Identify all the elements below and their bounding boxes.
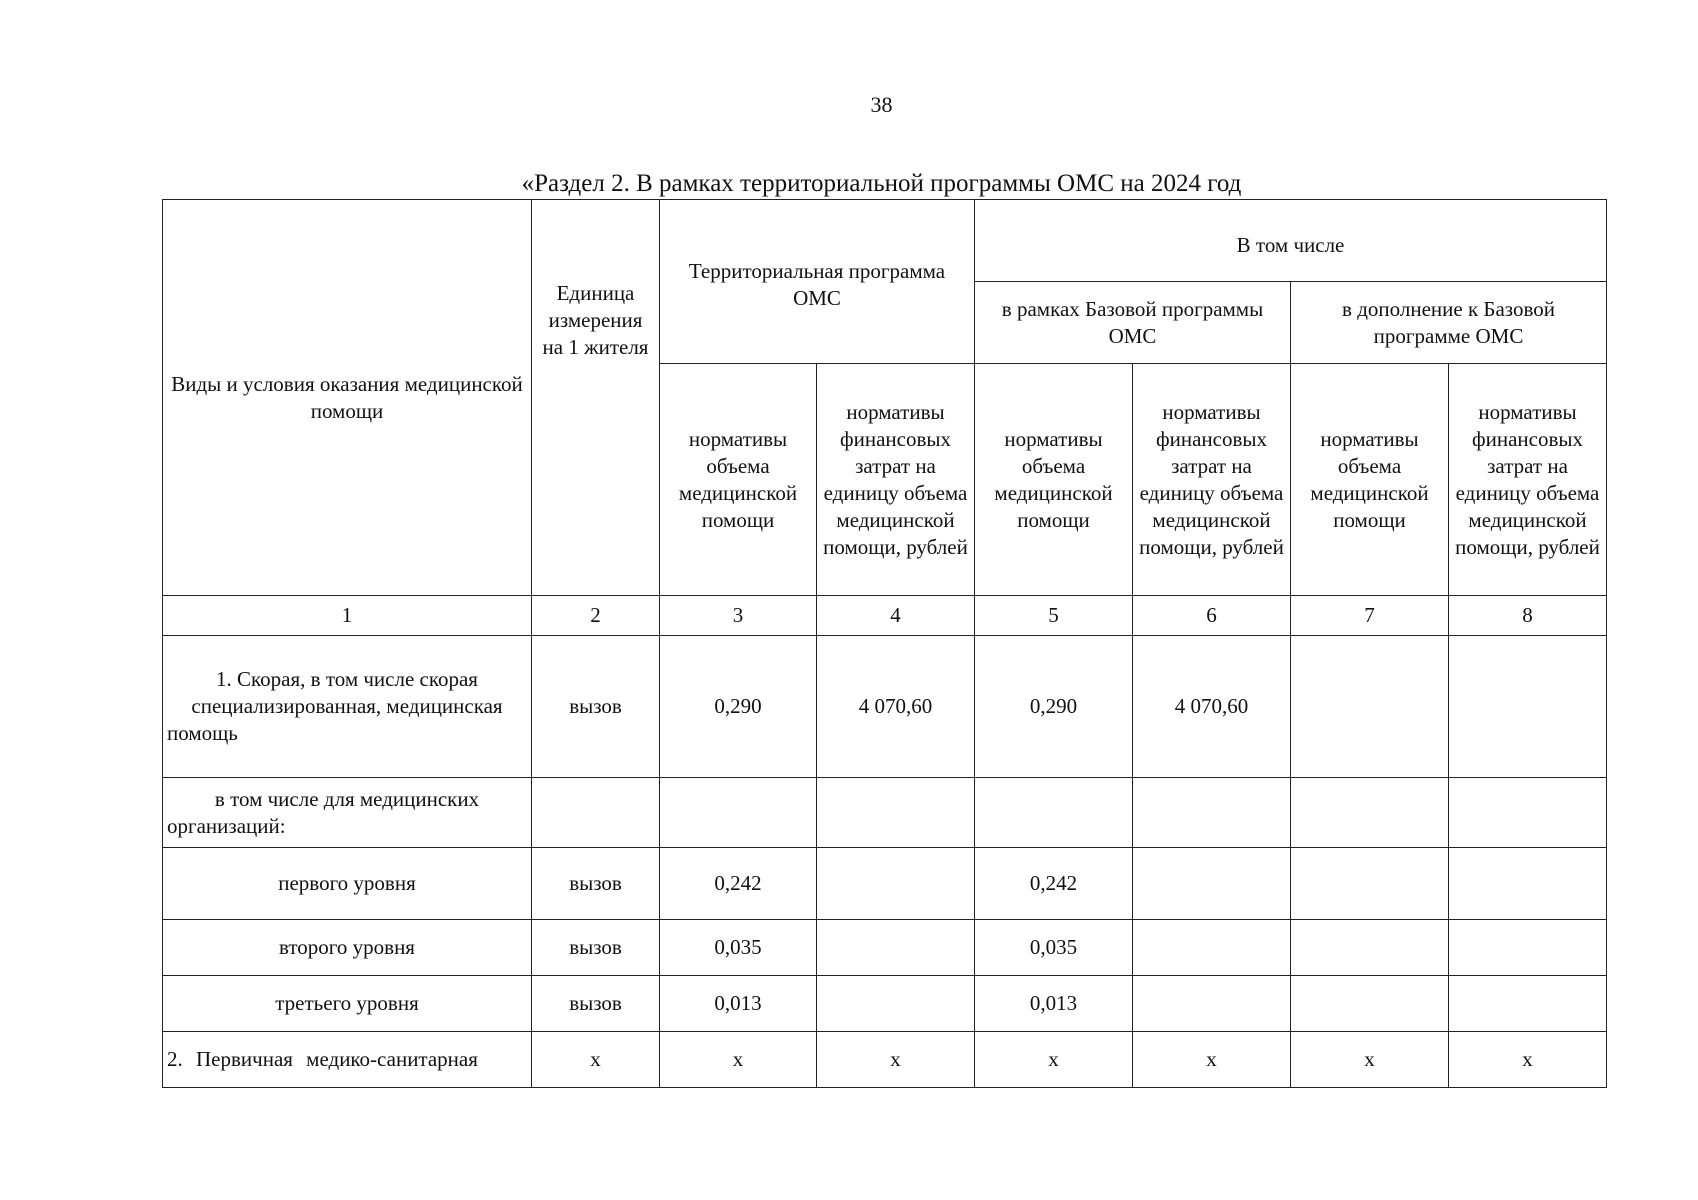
row-value (1449, 976, 1607, 1032)
row-value: 0,242 (975, 848, 1133, 920)
row-value: 4 070,60 (817, 636, 975, 778)
row-value: х (660, 1032, 817, 1088)
row-value: х (817, 1032, 975, 1088)
row-value: 0,035 (975, 920, 1133, 976)
row-unit: вызов (532, 976, 660, 1032)
row-value (817, 848, 975, 920)
row-unit: х (532, 1032, 660, 1088)
row-label: первого уровня (163, 848, 532, 920)
row-value: 0,242 (660, 848, 817, 920)
row-label: второго уровня (163, 920, 532, 976)
row-value: х (975, 1032, 1133, 1088)
header-including: В том числе (975, 200, 1607, 282)
row-value: х (1133, 1032, 1291, 1088)
column-number: 6 (1133, 596, 1291, 636)
column-number: 5 (975, 596, 1133, 636)
row-value (1291, 920, 1449, 976)
header-volume-additional: нормативы объема медицинской помощи (1291, 364, 1449, 596)
row-value: 0,290 (660, 636, 817, 778)
norms-table (162, 199, 1607, 1088)
header-cost-territorial: нормативы финансовых затрат на единицу объема медицинской помощи, рублей (817, 364, 975, 596)
row-value (1291, 848, 1449, 920)
row-value (1449, 778, 1607, 848)
row-value (1449, 636, 1607, 778)
table-row (163, 920, 1607, 976)
row-value: 0,013 (975, 976, 1133, 1032)
row-label: 1. Скорая, в том числе скорая специализированная, медицинская помощь (163, 636, 532, 778)
header-volume-basic: нормативы объема медицинской помощи (975, 364, 1133, 596)
row-value (1133, 976, 1291, 1032)
row-value: х (1291, 1032, 1449, 1088)
row-value (1291, 778, 1449, 848)
row-value (660, 778, 817, 848)
row-value (817, 976, 975, 1032)
column-number: 3 (660, 596, 817, 636)
row-label: третьего уровня (163, 976, 532, 1032)
header-unit: Единица измерения на 1 жителя (532, 200, 660, 596)
row-value (1291, 976, 1449, 1032)
row-value (1133, 778, 1291, 848)
row-value (1133, 848, 1291, 920)
header-volume-territorial: нормативы объема медицинской помощи (660, 364, 817, 596)
row-unit (532, 778, 660, 848)
row-value: 0,290 (975, 636, 1133, 778)
row-unit: вызов (532, 920, 660, 976)
table-row (163, 976, 1607, 1032)
row-value (975, 778, 1133, 848)
table-row (163, 636, 1607, 778)
row-value (1133, 920, 1291, 976)
row-value (817, 778, 975, 848)
table-row (163, 778, 1607, 848)
row-unit: вызов (532, 848, 660, 920)
column-number: 4 (817, 596, 975, 636)
table-row (163, 1032, 1607, 1088)
table-row (163, 848, 1607, 920)
header-cost-basic: нормативы финансовых затрат на единицу объема медицинской помощи, рублей (1133, 364, 1291, 596)
row-label: в том числе для медицинских организаций: (163, 778, 532, 848)
row-value (1449, 848, 1607, 920)
column-number: 1 (163, 596, 532, 636)
column-number: 2 (532, 596, 660, 636)
header-cost-additional: нормативы финансовых затрат на единицу объема медицинской помощи, рублей (1449, 364, 1607, 596)
row-value: 0,035 (660, 920, 817, 976)
row-value (817, 920, 975, 976)
page-number: 38 (870, 92, 893, 117)
header-additional-program: в дополнение к Базовой программе ОМС (1291, 282, 1607, 364)
row-value: 4 070,60 (1133, 636, 1291, 778)
header-kinds-of-care: Виды и условия оказания медицинской помощи (163, 200, 532, 596)
header-territorial-program: Территориальная программа ОМС (660, 200, 975, 364)
row-unit: вызов (532, 636, 660, 778)
header-basic-program: в рамках Базовой программы ОМС (975, 282, 1291, 364)
column-number: 7 (1291, 596, 1449, 636)
row-value: х (1449, 1032, 1607, 1088)
column-number: 8 (1449, 596, 1607, 636)
row-value: 0,013 (660, 976, 817, 1032)
row-value (1291, 636, 1449, 778)
row-label: 2. Первичная медико-санитарная (163, 1032, 532, 1088)
section-title: «Раздел 2. В рамках территориальной программы ОМС на 2024 год (521, 170, 1242, 197)
row-value (1449, 920, 1607, 976)
